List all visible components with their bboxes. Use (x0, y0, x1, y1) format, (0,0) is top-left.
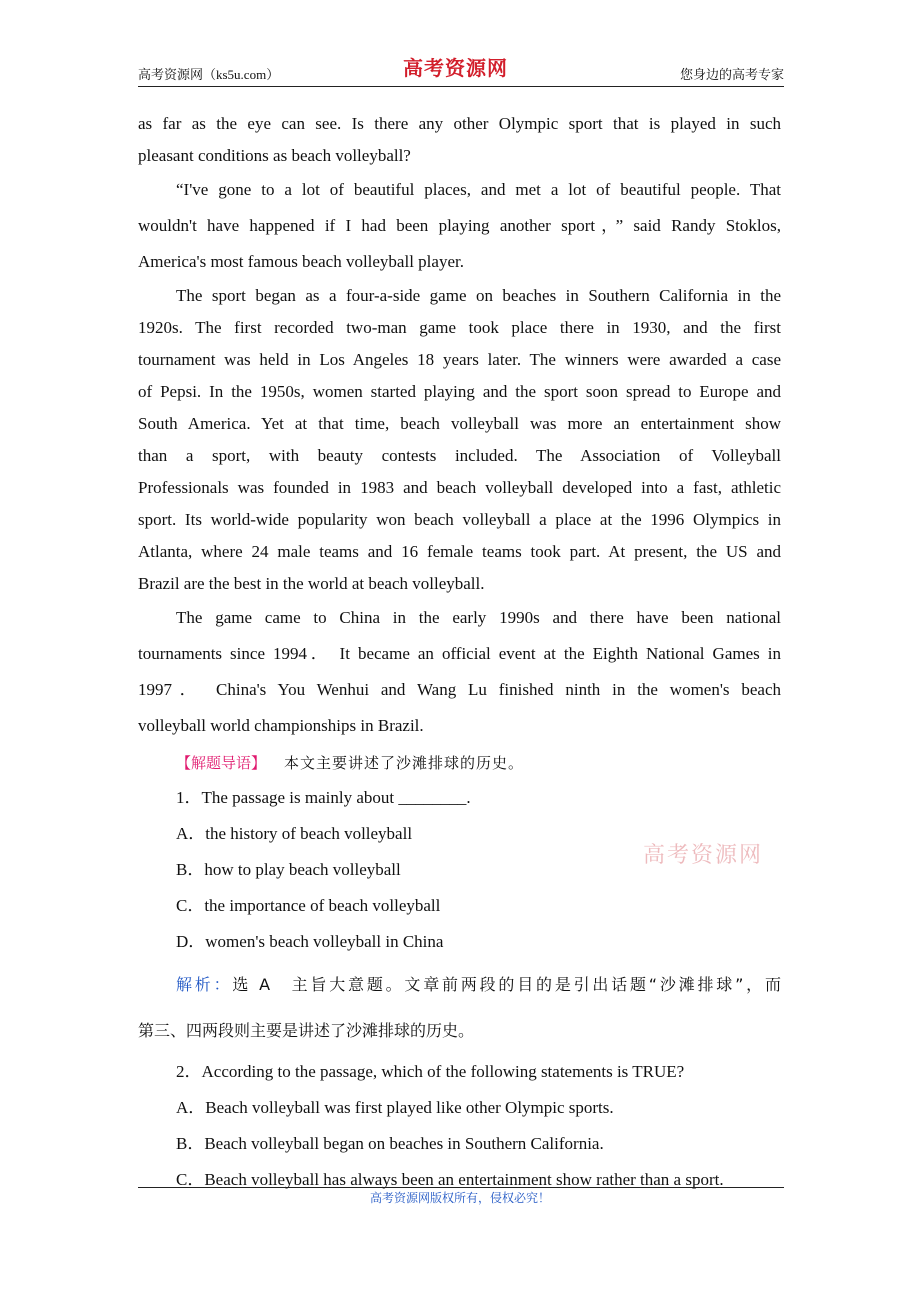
header-slogan: 您身边的高考专家 (679, 67, 784, 82)
text-line: than a sport, with beauty contests included. The Association of Volleyball (138, 446, 781, 465)
option-a: A．Beach volleyball was first played like other Olympic sports. (176, 1098, 614, 1117)
text-line: “I've gone to a lot of beautiful places, and met a lot of beautiful people. That (176, 180, 781, 199)
text-line: 1920s. The first recorded two-man game took place there in 1930, and the first (138, 318, 781, 337)
text-line: as far as the eye can see. Is there any other Olympic sport that is played in such (138, 114, 781, 133)
guide-text: 本文主要讲述了沙滩排球的历史。 (284, 754, 525, 772)
question-stem: 1．The passage is mainly about ________. (176, 788, 471, 807)
text-line: 1997． China's You Wenhui and Wang Lu finished ninth in the women's beach (138, 680, 781, 699)
paragraph-1 (138, 108, 781, 172)
document-body (138, 108, 781, 1198)
paragraph-2 (138, 172, 781, 280)
paragraph-4 (138, 600, 781, 744)
analysis-line-1 (138, 962, 781, 1008)
text-line: tournaments since 1994． It became an official event at the Eighth National Games in (138, 644, 781, 663)
text-line: South America. Yet at that time, beach volleyball was more an entertainment show (138, 414, 781, 433)
text-line: of Pepsi. In the 1950s, women started playing and the sport soon spread to Europe and (138, 382, 781, 401)
header-site-name: 高考资源网（ks5u.com） (138, 67, 280, 82)
text-line: tournament was held in Los Angeles 18 years later. The winners were awarded a case (138, 350, 781, 369)
option-b: B．Beach volleyball began on beaches in Southern California. (176, 1134, 604, 1153)
option-a: A．the history of beach volleyball (176, 824, 413, 843)
page-footer: 高考资源网版权所有，侵权必究！ (369, 1191, 550, 1205)
question-1 (138, 780, 781, 960)
option-c: C．Beach volleyball has always been an entertainment show rather than a sport. (176, 1170, 724, 1189)
text-line: Professionals was founded in 1983 and beach volleyball developed into a fast, athletic (138, 478, 781, 497)
option-c: C．the importance of beach volleyball (176, 896, 441, 915)
footer-divider (138, 1187, 784, 1188)
analysis-label: 解析： (176, 975, 233, 994)
option-d: D．women's beach volleyball in China (176, 932, 444, 951)
text-line: The sport began as a four-a-side game on beaches in Southern California in the (176, 286, 781, 305)
watermark-logo: 高考资源网 (643, 843, 764, 868)
text-line: pleasant conditions as beach volleyball? (138, 146, 411, 165)
text-line: Brazil are the best in the world at beach volleyball. (138, 574, 485, 593)
text-line: wouldn't have happened if I had been playing another sport，” said Randy Stoklos, (138, 216, 781, 235)
text-line: sport. Its world-wide popularity won beach volleyball a place at the 1996 Olympics in (138, 510, 781, 529)
text-line: The game came to China in the early 1990s and there have been national (176, 608, 781, 627)
option-b: B．how to play beach volleyball (176, 860, 401, 879)
guide-tag: 【解题导语】 (176, 754, 267, 772)
text-line: Atlanta, where 24 male teams and 16 female teams took part. At present, the US and (138, 542, 781, 561)
analysis-line-2: 第三、四两段则主要是讲述了沙滩排球的历史。 (138, 1021, 475, 1040)
question-stem: 2．According to the passage, which of the following statements is TRUE? (176, 1062, 685, 1081)
question-2 (138, 1054, 781, 1198)
page-header (138, 52, 784, 87)
header-logo: 高考资源网 (403, 56, 508, 80)
reading-guide (138, 746, 781, 780)
text-line: America's most famous beach volleyball player. (138, 252, 464, 271)
analysis-text: 选 A 主旨大意题。文章前两段的目的是引出话题“沙滩排球”，而 (232, 975, 781, 994)
paragraph-3 (138, 280, 781, 600)
text-line: volleyball world championships in Brazil. (138, 716, 424, 735)
answer-analysis (138, 962, 781, 1054)
